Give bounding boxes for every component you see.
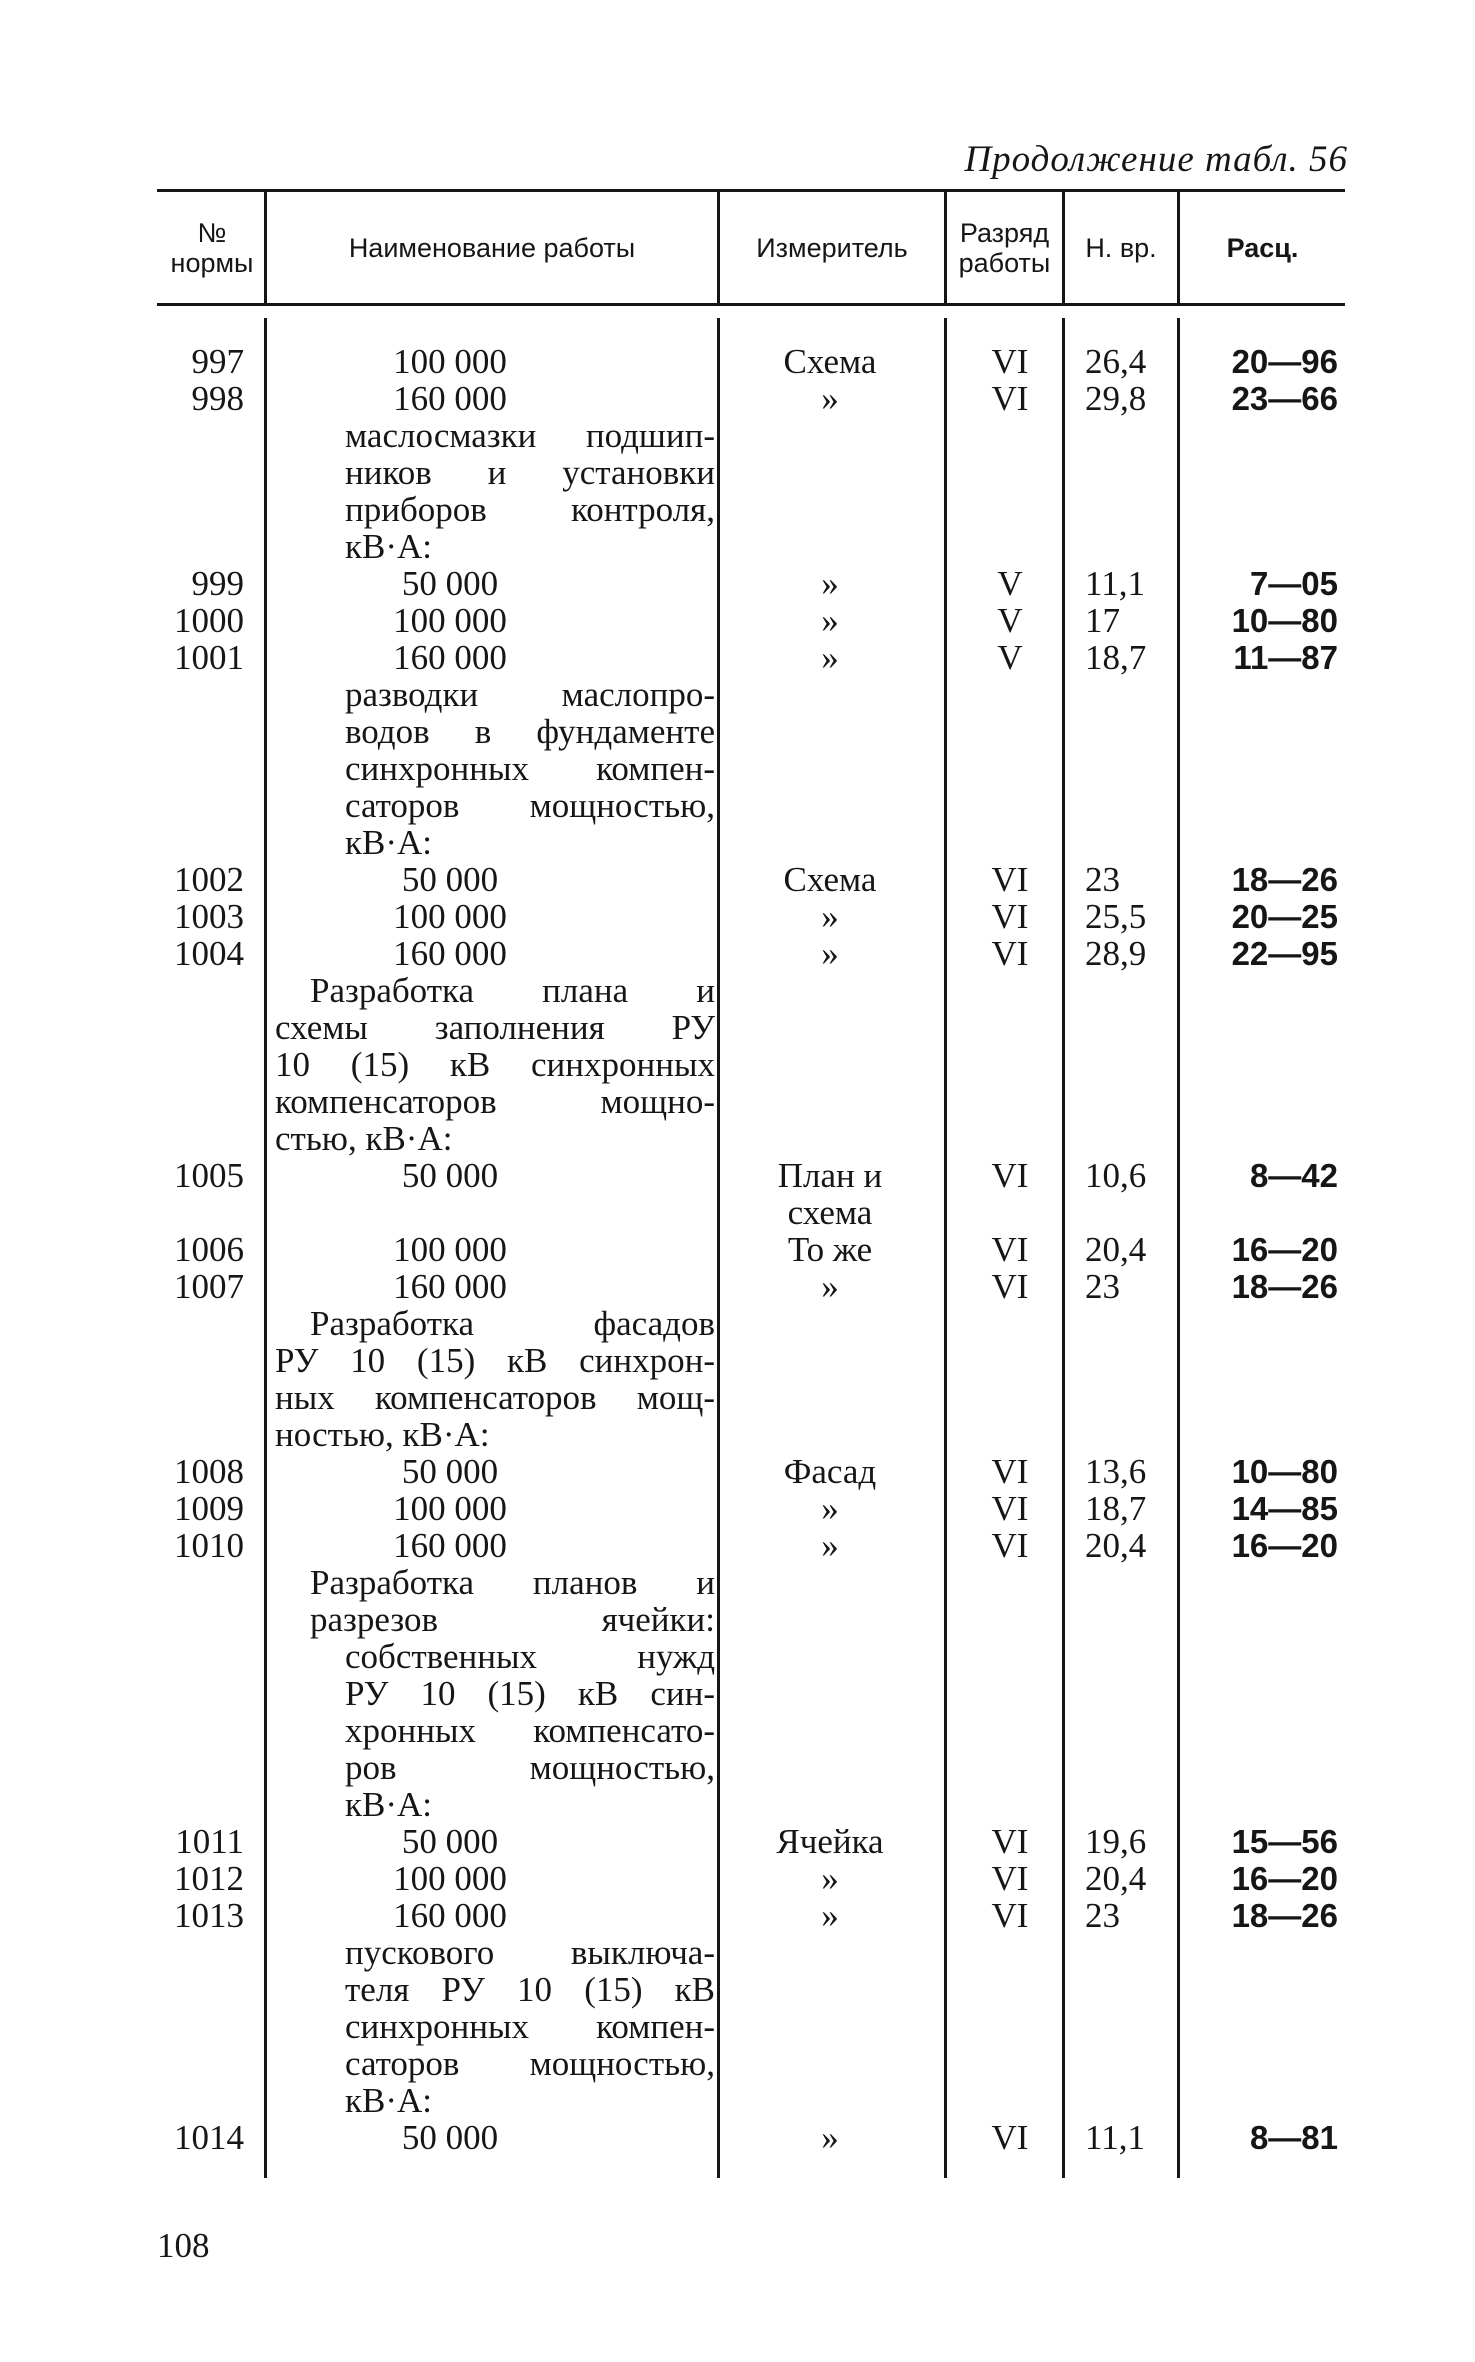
- price-cell: 18—26: [1231, 1268, 1338, 1305]
- norm-number: 1000: [174, 601, 244, 640]
- rank-cell: VI: [991, 342, 1029, 381]
- time-norm-cell: 28,9: [1085, 934, 1147, 973]
- table-row: [0, 935, 1475, 972]
- table-row: [0, 602, 1475, 639]
- price-cell: 23—66: [1231, 380, 1338, 417]
- work-name: компенсаторов мощно-: [275, 1082, 715, 1121]
- price-cell: 8—42: [1249, 1157, 1338, 1194]
- unit-cell: »: [821, 1859, 839, 1898]
- work-name: 160 000: [393, 934, 507, 973]
- work-name: маслосмазки подшип-: [345, 416, 715, 455]
- table-row: [0, 1194, 1475, 1231]
- work-name: 160 000: [393, 379, 507, 418]
- norm-number: 1003: [174, 897, 244, 936]
- work-name: ностью, кВ·А:: [275, 1415, 490, 1454]
- work-name: водов в фундаменте: [345, 712, 715, 751]
- rank-cell: VI: [991, 1859, 1029, 1898]
- unit-cell: Схема: [783, 860, 877, 899]
- table-row: [0, 1971, 1475, 2008]
- work-name: РУ 10 (15) кВ синхрон-: [275, 1341, 715, 1380]
- norm-number: 1009: [174, 1489, 244, 1528]
- norm-number: 1012: [174, 1859, 244, 1898]
- rank-cell: VI: [991, 1526, 1029, 1565]
- unit-cell: »: [821, 564, 839, 603]
- table-row: [0, 972, 1475, 1009]
- work-name: 50 000: [401, 860, 499, 899]
- unit-cell: »: [821, 1526, 839, 1565]
- work-name: разрезов ячейки:: [310, 1600, 715, 1639]
- rank-cell: VI: [991, 1156, 1029, 1195]
- table-row: [0, 491, 1475, 528]
- work-name: собственных нужд: [345, 1637, 715, 1676]
- norm-number: 997: [191, 342, 244, 381]
- table-row: [0, 1009, 1475, 1046]
- table-row: [0, 1860, 1475, 1897]
- unit-cell: »: [821, 1267, 839, 1306]
- table-row: [0, 1231, 1475, 1268]
- work-name: синхронных компен-: [345, 2007, 715, 2046]
- price-cell: 22—95: [1231, 935, 1338, 972]
- norm-number: 1002: [174, 860, 244, 899]
- table-row: [0, 824, 1475, 861]
- rank-cell: VI: [991, 1896, 1029, 1935]
- price-cell: 18—26: [1231, 861, 1338, 898]
- time-norm-cell: 23: [1085, 860, 1120, 899]
- rank-cell: VI: [991, 1489, 1029, 1528]
- work-name: ных компенсаторов мощ-: [275, 1378, 715, 1417]
- price-cell: 15—56: [1231, 1823, 1338, 1860]
- rank-cell: V: [997, 601, 1023, 640]
- time-norm-cell: 19,6: [1085, 1822, 1147, 1861]
- work-name: 100 000: [393, 342, 507, 381]
- norm-number: 1006: [174, 1230, 244, 1269]
- table-row: [0, 787, 1475, 824]
- norm-number: 1011: [175, 1822, 244, 1861]
- work-name: саторов мощностью,: [345, 786, 715, 825]
- time-norm-cell: 26,4: [1085, 342, 1147, 381]
- norm-number: 1001: [174, 638, 244, 677]
- work-name: 100 000: [393, 601, 507, 640]
- unit-cell: »: [821, 379, 839, 418]
- unit-cell: Схема: [783, 342, 877, 381]
- work-name: хронных компенсато-: [345, 1711, 715, 1750]
- work-name: стью, кВ·А:: [275, 1119, 453, 1158]
- time-norm-cell: 13,6: [1085, 1452, 1147, 1491]
- price-cell: 16—20: [1231, 1527, 1338, 1564]
- work-name: 10 (15) кВ синхронных: [275, 1045, 715, 1084]
- rank-cell: VI: [991, 1267, 1029, 1306]
- rank-cell: VI: [991, 1230, 1029, 1269]
- time-norm-cell: 20,4: [1085, 1859, 1147, 1898]
- page-number: 108: [157, 2226, 210, 2265]
- header-name: Наименование работы: [348, 232, 636, 263]
- header-rank: Разряд работы: [958, 217, 1051, 278]
- work-name: схемы заполнения РУ: [275, 1008, 715, 1047]
- table-row: [0, 1416, 1475, 1453]
- table-row: [0, 750, 1475, 787]
- time-norm-cell: 10,6: [1085, 1156, 1147, 1195]
- table-row: [0, 454, 1475, 491]
- work-name: 160 000: [393, 1896, 507, 1935]
- header-price: Расц.: [1226, 232, 1299, 263]
- unit-cell: »: [821, 897, 839, 936]
- table-row: [0, 1712, 1475, 1749]
- table-body: [0, 343, 1475, 2156]
- table-row: [0, 1934, 1475, 1971]
- unit-cell: »: [821, 601, 839, 640]
- time-norm-cell: 18,7: [1085, 1489, 1147, 1528]
- header-time: Н. вр.: [1085, 232, 1157, 263]
- time-norm-cell: 20,4: [1085, 1526, 1147, 1565]
- work-name: Разработка планов и: [310, 1563, 715, 1602]
- work-name: 100 000: [393, 897, 507, 936]
- price-cell: 10—80: [1231, 602, 1338, 639]
- unit-cell: »: [821, 2118, 839, 2157]
- norm-number: 998: [191, 379, 244, 418]
- table-row: [0, 1638, 1475, 1675]
- table-row: [0, 380, 1475, 417]
- rank-cell: VI: [991, 897, 1029, 936]
- unit-cell: Ячейка: [776, 1822, 884, 1861]
- table-row: [0, 1527, 1475, 1564]
- work-name: пускового выключа-: [345, 1933, 715, 1972]
- table-row: [0, 1564, 1475, 1601]
- time-norm-cell: 20,4: [1085, 1230, 1147, 1269]
- time-norm-cell: 11,1: [1085, 564, 1145, 603]
- table-row: [0, 1379, 1475, 1416]
- unit-cell: схема: [787, 1193, 873, 1232]
- price-cell: 20—25: [1231, 898, 1338, 935]
- price-cell: 8—81: [1249, 2119, 1338, 2156]
- rank-cell: VI: [991, 1822, 1029, 1861]
- time-norm-cell: 25,5: [1085, 897, 1147, 936]
- table-row: [0, 1786, 1475, 1823]
- work-name: 160 000: [393, 1267, 507, 1306]
- work-name: ников и установки: [345, 453, 715, 492]
- price-cell: 10—80: [1231, 1453, 1338, 1490]
- table-row: [0, 2119, 1475, 2156]
- rank-cell: VI: [991, 934, 1029, 973]
- unit-cell: »: [821, 1896, 839, 1935]
- table-row: [0, 1453, 1475, 1490]
- price-cell: 11—87: [1233, 639, 1338, 676]
- table-row: [0, 1675, 1475, 1712]
- work-name: кВ·А:: [345, 527, 433, 566]
- work-name: кВ·А:: [345, 2081, 433, 2120]
- table-row: [0, 2045, 1475, 2082]
- table-row: [0, 676, 1475, 713]
- norm-number: 1007: [174, 1267, 244, 1306]
- table-row: [0, 528, 1475, 565]
- table-row: [0, 1083, 1475, 1120]
- table-row: [0, 639, 1475, 676]
- rank-cell: V: [997, 638, 1023, 677]
- price-cell: 16—20: [1231, 1231, 1338, 1268]
- work-name: 50 000: [401, 1156, 499, 1195]
- unit-cell: План и: [777, 1156, 883, 1195]
- table-row: [0, 343, 1475, 380]
- rank-cell: VI: [991, 1452, 1029, 1491]
- work-name: приборов контроля,: [345, 490, 715, 529]
- table-row: [0, 2082, 1475, 2119]
- work-name: 50 000: [401, 2118, 499, 2157]
- norm-number: 1008: [174, 1452, 244, 1491]
- unit-cell: »: [821, 1489, 839, 1528]
- time-norm-cell: 17: [1085, 601, 1120, 640]
- norm-number: 1013: [174, 1896, 244, 1935]
- norm-number: 1004: [174, 934, 244, 973]
- table-row: [0, 1157, 1475, 1194]
- work-name: 160 000: [393, 638, 507, 677]
- table-caption: Продолжение табл. 56: [964, 139, 1348, 180]
- header-unit: Измеритель: [756, 232, 908, 263]
- work-name: РУ 10 (15) кВ син-: [345, 1674, 715, 1713]
- work-name: синхронных компен-: [345, 749, 715, 788]
- table-row: [0, 1120, 1475, 1157]
- table-row: [0, 1305, 1475, 1342]
- table-row: [0, 1268, 1475, 1305]
- table-row: [0, 713, 1475, 750]
- unit-cell: »: [821, 638, 839, 677]
- table-row: [0, 1749, 1475, 1786]
- time-norm-cell: 29,8: [1085, 379, 1147, 418]
- work-name: 50 000: [401, 1822, 499, 1861]
- table-row: [0, 1046, 1475, 1083]
- time-norm-cell: 18,7: [1085, 638, 1147, 677]
- work-name: теля РУ 10 (15) кВ: [345, 1970, 715, 2009]
- work-name: 50 000: [401, 564, 499, 603]
- table-row: [0, 898, 1475, 935]
- price-cell: 18—26: [1231, 1897, 1338, 1934]
- work-name: саторов мощностью,: [345, 2044, 715, 2083]
- work-name: кВ·А:: [345, 1785, 433, 1824]
- price-cell: 7—05: [1249, 565, 1338, 602]
- unit-cell: »: [821, 934, 839, 973]
- table-row: [0, 861, 1475, 898]
- unit-cell: То же: [787, 1230, 873, 1269]
- table-row: [0, 1342, 1475, 1379]
- work-name: кВ·А:: [345, 823, 433, 862]
- rank-cell: VI: [991, 2118, 1029, 2157]
- work-name: 100 000: [393, 1230, 507, 1269]
- norm-number: 1014: [174, 2118, 244, 2157]
- norm-number: 1010: [174, 1526, 244, 1565]
- table-row: [0, 1601, 1475, 1638]
- work-name: ров мощностью,: [345, 1748, 715, 1787]
- header-num: № нормы: [170, 217, 254, 278]
- norm-number: 1005: [174, 1156, 244, 1195]
- table-row: [0, 1490, 1475, 1527]
- table-row: [0, 1823, 1475, 1860]
- work-name: разводки маслопро-: [345, 675, 715, 714]
- work-name: 100 000: [393, 1489, 507, 1528]
- rank-cell: V: [997, 564, 1023, 603]
- work-name: 100 000: [393, 1859, 507, 1898]
- rank-cell: VI: [991, 860, 1029, 899]
- table-row: [0, 417, 1475, 454]
- work-name: 50 000: [401, 1452, 499, 1491]
- table-row: [0, 2008, 1475, 2045]
- work-name: Разработка фасадов: [310, 1304, 715, 1343]
- time-norm-cell: 11,1: [1085, 2118, 1145, 2157]
- time-norm-cell: 23: [1085, 1896, 1120, 1935]
- norm-number: 999: [191, 564, 244, 603]
- price-cell: 16—20: [1231, 1860, 1338, 1897]
- table-row: [0, 565, 1475, 602]
- time-norm-cell: 23: [1085, 1267, 1120, 1306]
- table-row: [0, 1897, 1475, 1934]
- work-name: Разработка плана и: [310, 971, 715, 1010]
- price-cell: 20—96: [1231, 343, 1338, 380]
- work-name: 160 000: [393, 1526, 507, 1565]
- unit-cell: Фасад: [783, 1452, 877, 1491]
- rank-cell: VI: [991, 379, 1029, 418]
- price-cell: 14—85: [1231, 1490, 1338, 1527]
